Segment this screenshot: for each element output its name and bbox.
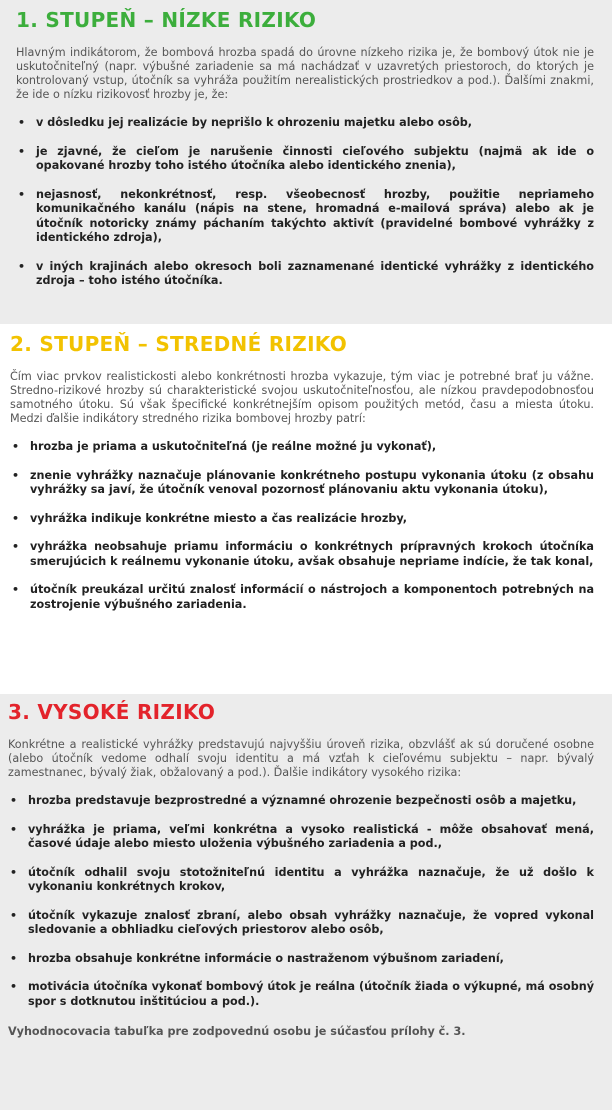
list-item: • v dôsledku jej realizácie by neprišlo k ohrozeniu majetku alebo osôb,: [18, 116, 473, 129]
list-item: • znenie vyhrážky naznačuje plánovanie konkrétneho postupu vykonania útoku (z obsahu vyhrážky sa javí, že útočník venoval pozornosť plánovaniu aktu vykonania útoku),: [12, 468, 594, 496]
bullet-icon: •: [12, 468, 20, 482]
low-risk-heading: 1. STUPEŇ – NÍZKE RIZIKO: [16, 8, 317, 32]
list-item: • útočník preukázal určitú znalosť informácií o nástrojoch a komponentoch potrebných na zostrojenie výbušného zariadenia.: [12, 583, 594, 611]
low-risk-section: [0, 0, 612, 324]
bullet-icon: •: [12, 511, 20, 525]
medium-risk-section: [0, 324, 612, 694]
list-item: • vyhrážka indikuje konkrétne miesto a čas realizácie hrozby,: [12, 511, 408, 525]
list-item: • útočník vykazuje znalosť zbraní, alebo obsah vyhrážky naznačuje, že vopred vykonal sledovanie a obhliadku cieľových priestorov alebo osôb,: [10, 908, 594, 936]
medium-risk-list: [10, 440, 594, 612]
bullet-icon: •: [10, 822, 18, 836]
medium-risk-intro: Čím viac prvkov realistickosti alebo konkrétnosti hrozba vykazuje, tým viac je potrebné brať ju vážne. Stredno-rizikové hrozby sú charakteristické svojou uskutočniteľnosťou, ale nízkou pravdepodobnosťou samotného útoku. Sú však špecifické konkrétnejším opisom použitých metód, času a miesta útoku. Medzi ďalšie indikátory stredného rizika bombovej hrozby patrí:: [10, 370, 594, 425]
high-risk-heading: 3. VYSOKÉ RIZIKO: [8, 700, 216, 724]
bullet-icon: •: [10, 794, 18, 807]
low-risk-list: [16, 116, 594, 289]
list-item: • vyhrážka neobsahuje priamu informáciu o konkrétnych prípravných krokoch útočníka smerujúcich k reálnemu vykonanie útoku, avšak obsahuje nepriame indície, že tak konal,: [12, 540, 594, 568]
bullet-icon: •: [10, 980, 18, 993]
bullet-icon: •: [18, 116, 26, 129]
bullet-icon: •: [10, 951, 18, 965]
list-item: • hrozba obsahuje konkrétne informácie o nastraženom výbušnom zariadení,: [10, 951, 504, 965]
bullet-icon: •: [18, 144, 26, 158]
bullet-icon: •: [18, 187, 26, 201]
high-risk-section: [0, 694, 612, 1110]
bullet-icon: •: [12, 440, 20, 453]
high-risk-intro: Konkrétne a realistické vyhrážky predstavujú najvyššiu úroveň rizika, obzvlášť ak sú doručené osobne (alebo útočník vedome odhalí svoju identitu a má vzťah k cieľovému subjektu – napr. bývalý zamestnanec, bývalý žiak, obžalovaný a pod.). Ďalšie indikátory vysokého rizika:: [8, 738, 594, 779]
list-item: • vyhrážka je priama, veľmi konkrétna a vysoko realistická - môže obsahovať mená, časové údaje alebo miesto uloženia výbušného zariadenia a pod.,: [10, 822, 594, 850]
list-item: • hrozba je priama a uskutočniteľná (je reálne možné ju vykonať),: [12, 440, 437, 453]
appendix-note: Vyhodnocovacia tabuľka pre zodpovednú osobu je súčasťou prílohy č. 3.: [8, 1025, 466, 1038]
low-risk-intro: Hlavným indikátorom, že bombová hrozba spadá do úrovne nízkeho rizika je, že bombový útok nie je uskutočniteľný (napr. výbušné zariadenie sa má nachádzať v uzavretých priestoroch, do ktorých je kontrolovaný vstup, útočník sa vyhráža použitím nerealistických prostriedkov a pod.). Ďalšími znakmi, že ide o nízku rizikovosť hrozby je, že:: [16, 46, 594, 101]
list-item: • je zjavné, že cieľom je narušenie činnosti cieľového subjektu (najmä ak ide o opakované hrozby toho istého útočníka alebo identického znenia),: [18, 144, 594, 172]
bullet-icon: •: [10, 908, 18, 922]
bullet-icon: •: [10, 865, 18, 879]
high-risk-list: [8, 794, 594, 1009]
bullet-icon: •: [12, 583, 20, 596]
bullet-icon: •: [12, 540, 20, 553]
list-item: • hrozba predstavuje bezprostredné a významné ohrozenie bezpečnosti osôb a majetku,: [10, 794, 577, 807]
medium-risk-heading: 2. STUPEŇ – STREDNÉ RIZIKO: [10, 332, 348, 356]
list-item: • nejasnosť, nekonkrétnosť, resp. všeobecnosť hrozby, použitie nepriameho komunikačného kanálu (nápis na stene, hromadná e-mailová správa) alebo ak je útočník notoricky známy páchaním takýchto aktivít (pravidelné bombové vyhrážky z identického zdroja),: [18, 187, 594, 244]
list-item: • útočník odhalil svoju stotožniteľnú identitu a vyhrážka naznačuje, že už došlo k vykonaniu konkrétnych krokov,: [10, 865, 594, 893]
list-item: • motivácia útočníka vykonať bombový útok je reálna (útočník žiada o výkupné, má osobný spor s dotknutou inštitúciou a pod.).: [10, 980, 594, 1008]
list-item: • v iných krajinách alebo okresoch boli zaznamenané identické vyhrážky z identického zdroja – toho istého útočníka.: [18, 259, 594, 287]
bullet-icon: •: [18, 259, 26, 273]
